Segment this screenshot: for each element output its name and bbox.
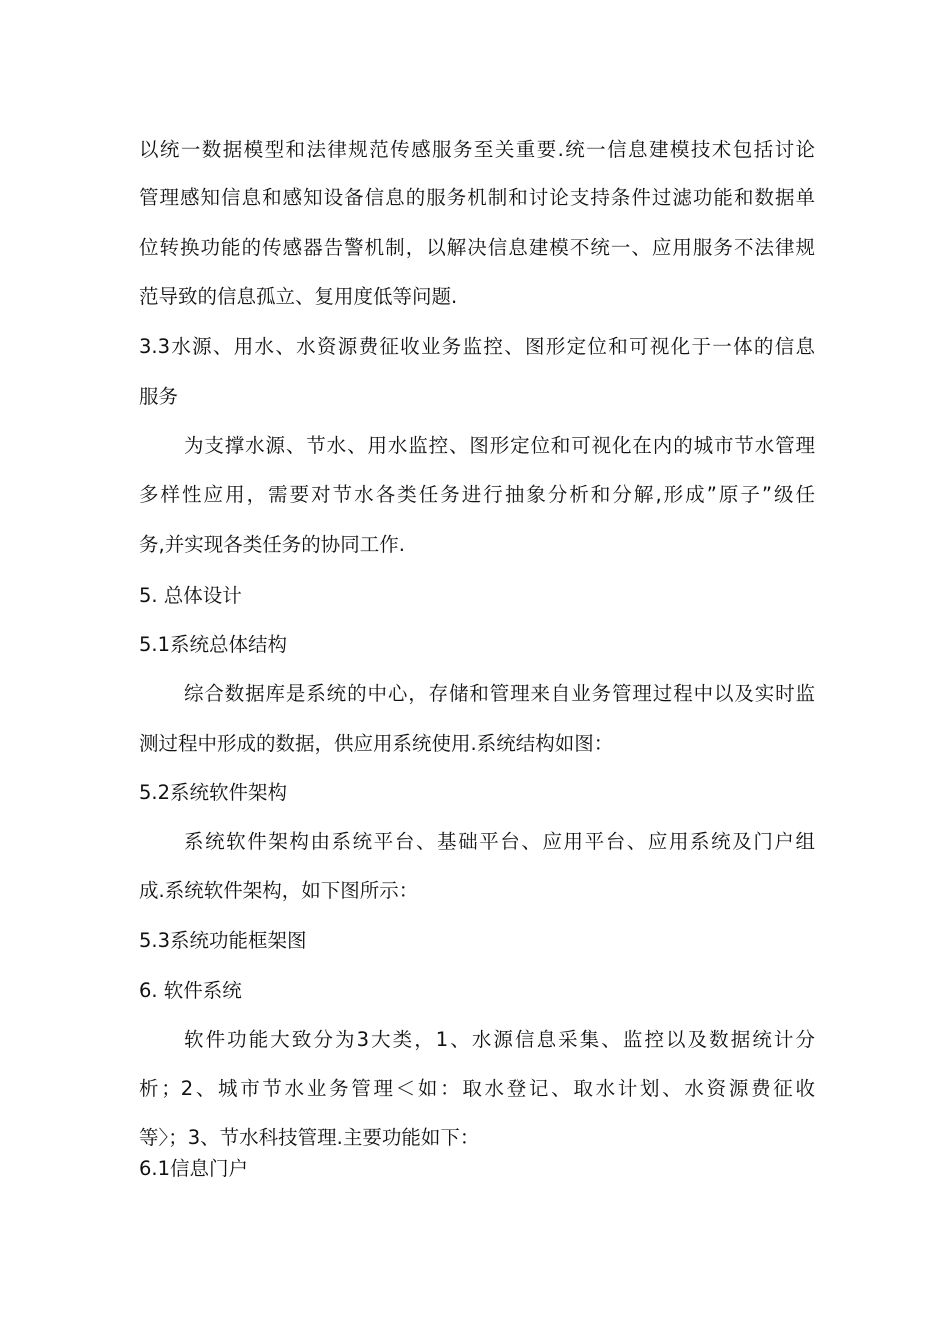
paragraph-line: 位转换功能的传感器告警机制，以解决信息建模不统一、应用服务不法律规: [139, 236, 815, 259]
paragraph-line: 综合数据库是系统的中心，存储和管理来自业务管理过程中以及实时监: [184, 682, 815, 705]
section-heading: 6. 软件系统: [139, 979, 242, 1002]
paragraph-line: 管理感知信息和感知设备信息的服务机制和讨论支持条件过滤功能和数据单: [139, 186, 815, 209]
paragraph-line: 以统一数据模型和法律规范传感服务至关重要.统一信息建模技术包括讨论: [139, 138, 815, 161]
paragraph-line: 成.系统软件架构，如下图所示：: [139, 879, 419, 902]
paragraph-line: 测过程中形成的数据，供应用系统使用.系统结构如图：: [139, 732, 614, 755]
paragraph-line: 等〉；3、节水科技管理.主要功能如下：: [139, 1126, 480, 1149]
section-heading: 5.3系统功能框架图: [139, 929, 307, 952]
paragraph-line: 务,并实现各类任务的协同工作.: [139, 533, 405, 556]
paragraph-line: 为支撑水源、节水、用水监控、图形定位和可视化在内的城市节水管理: [184, 434, 815, 457]
section-heading-continued: 服务: [139, 385, 179, 408]
section-heading: 5. 总体设计: [139, 584, 242, 607]
paragraph-line: 析；2、城市节水业务管理＜如：取水登记、取水计划、水资源费征收: [139, 1077, 815, 1100]
paragraph-line: 系统软件架构由系统平台、基础平台、应用平台、应用系统及门户组: [184, 830, 815, 853]
paragraph-line: 软件功能大致分为3大类，1、水源信息采集、监控以及数据统计分: [184, 1028, 815, 1051]
paragraph-line: 范导致的信息孤立、复用度低等问题.: [139, 285, 458, 308]
section-heading: 5.1系统总体结构: [139, 633, 288, 656]
section-heading: 6.1信息门户: [139, 1157, 249, 1180]
section-heading: 3.3水源、用水、水资源费征收业务监控、图形定位和可视化于一体的信息: [139, 335, 815, 358]
section-heading: 5.2系统软件架构: [139, 781, 288, 804]
paragraph-line: 多样性应用，需要对节水各类任务进行抽象分析和分解,形成”原子”级任: [139, 483, 815, 506]
